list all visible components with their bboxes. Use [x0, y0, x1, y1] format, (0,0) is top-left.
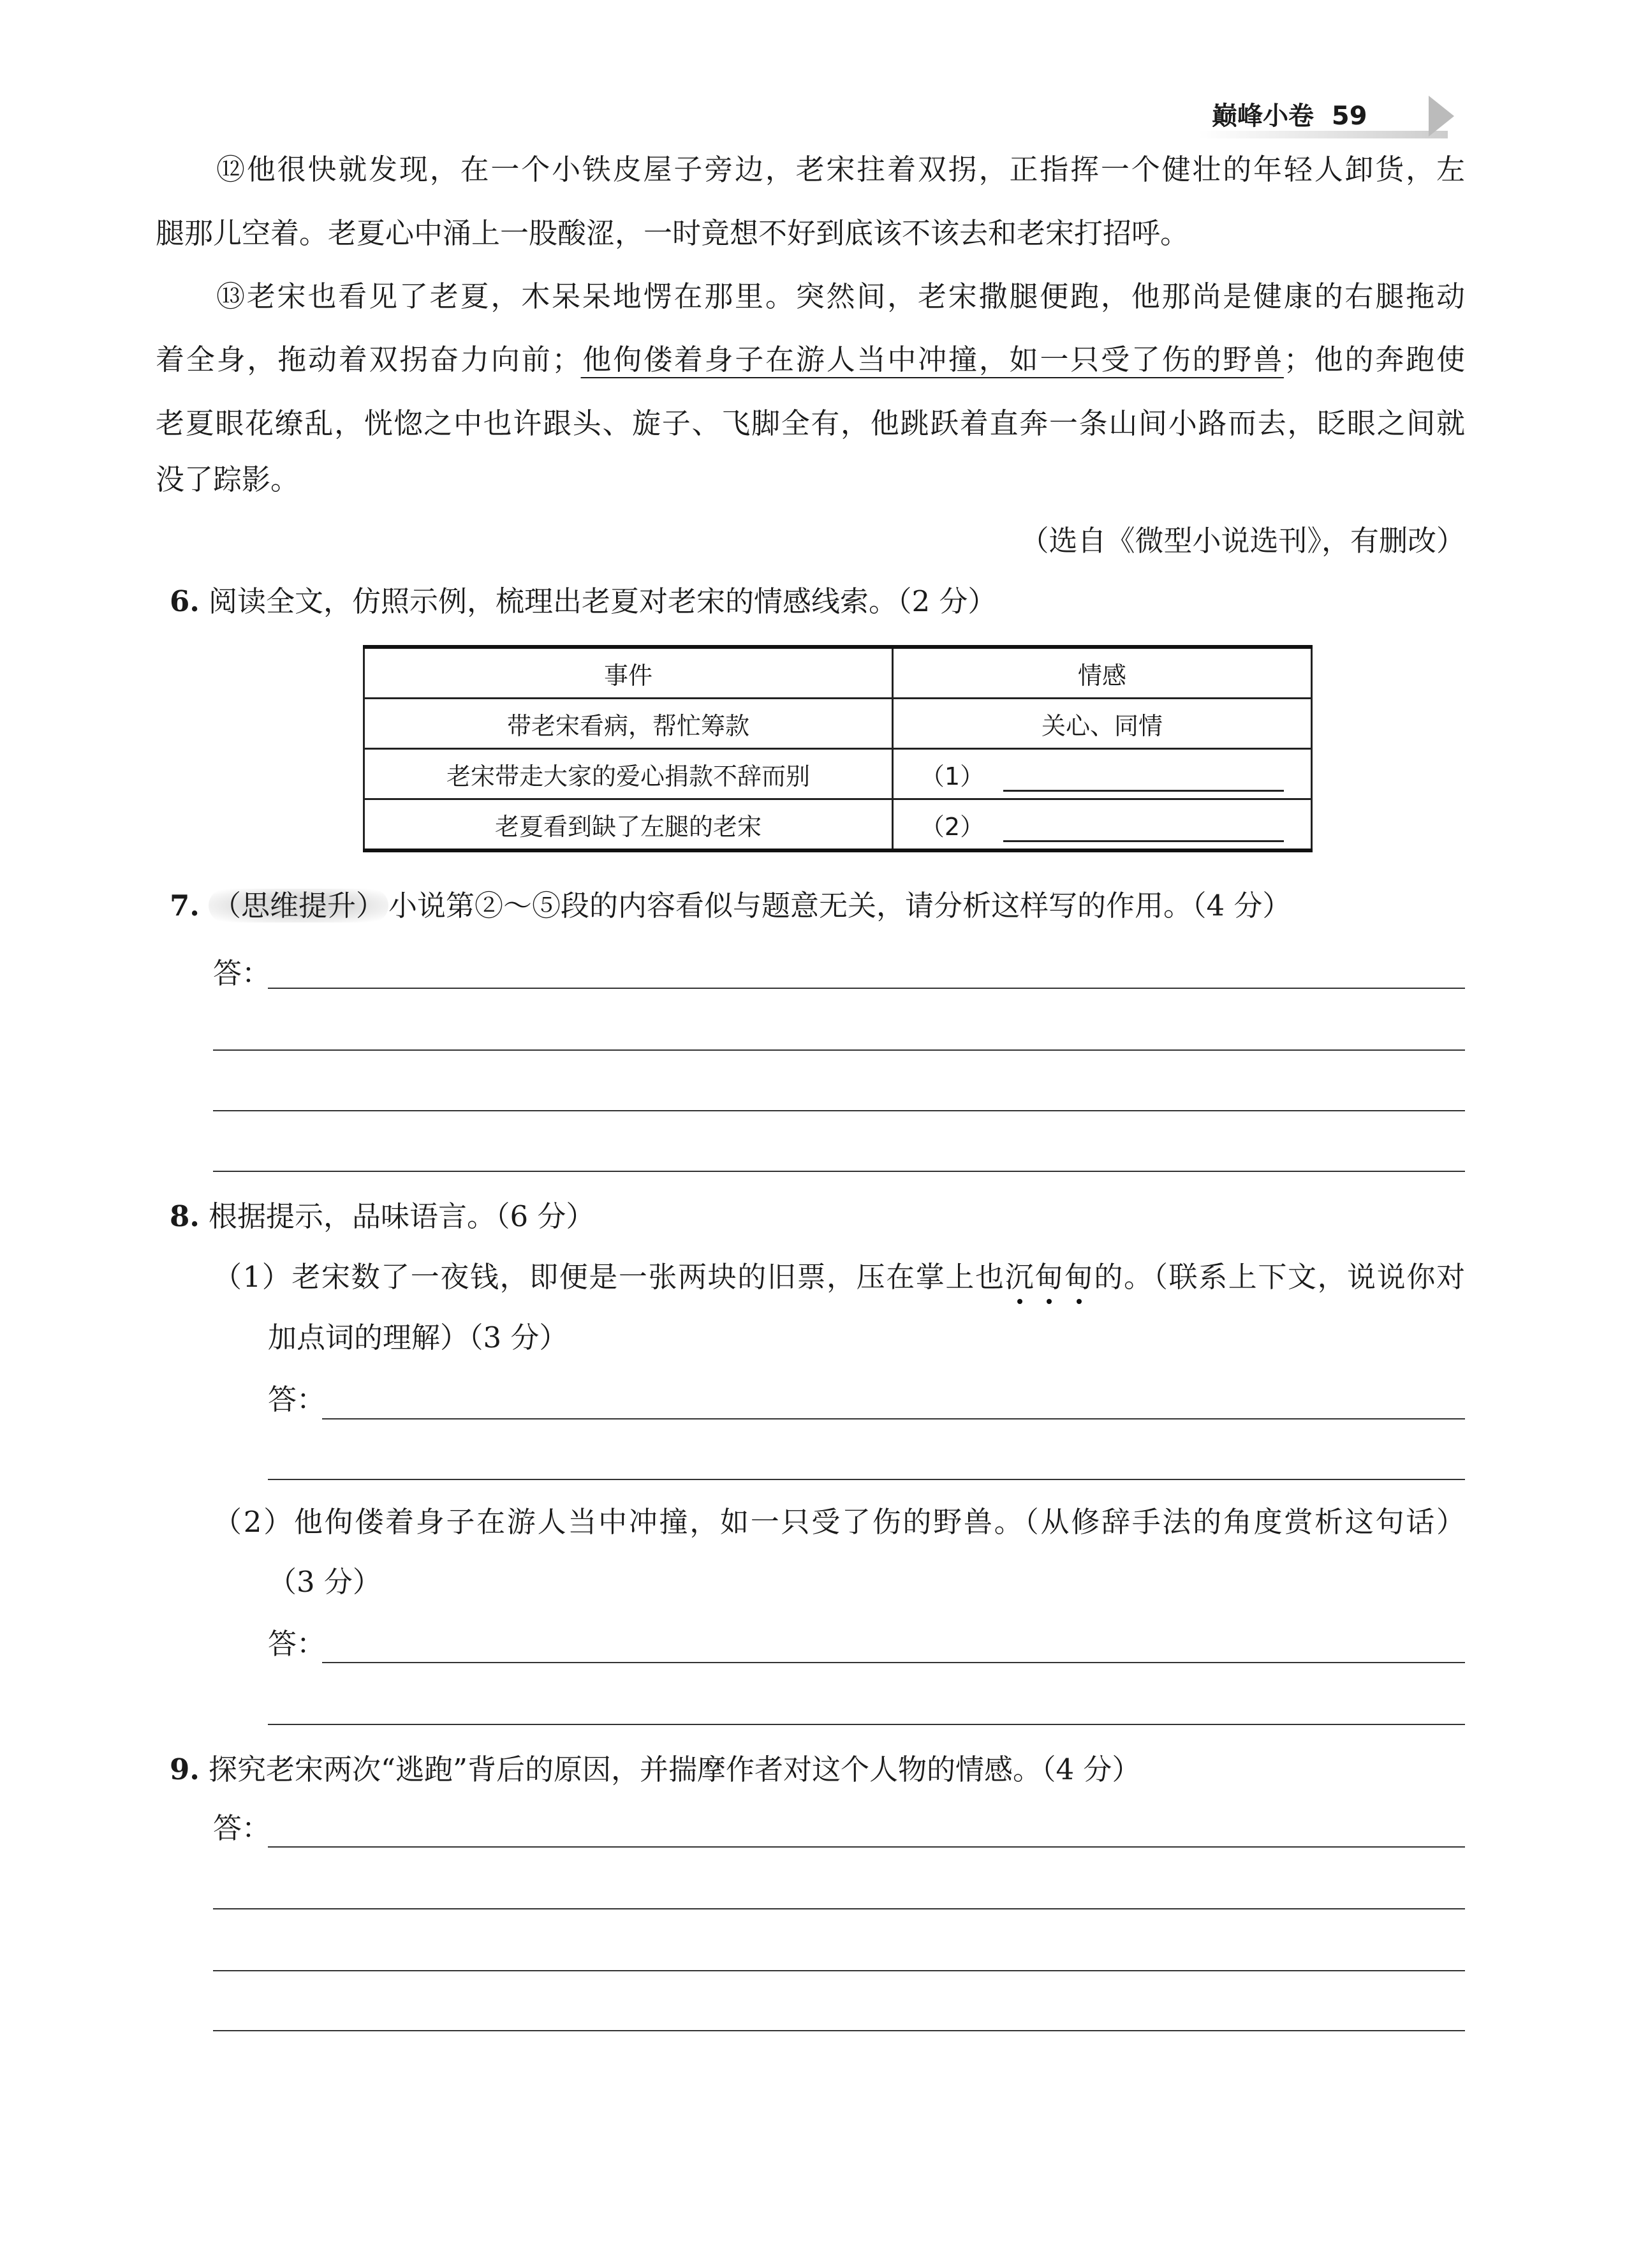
passage-line: 腿那儿空着。老夏心中涌上一股酸涩，一时竟想不好到底该不该去和老宋打招呼。	[156, 216, 1189, 250]
answer-blank[interactable]	[1003, 764, 1284, 792]
question-text: 根据提示，品味语言。（6 分）	[208, 1199, 595, 1233]
question-number: 9.	[170, 1753, 200, 1786]
question-text: 小说第②～⑤段的内容看似与题意无关，请分析这样写的作用。（4 分）	[388, 889, 1292, 923]
question-number: 8.	[170, 1199, 200, 1233]
passage-line	[156, 341, 1465, 379]
text-span: （1）老宋数了一夜钱，即便是一张两块的旧票，压在掌上也	[213, 1260, 1005, 1294]
answer-line[interactable]	[268, 988, 1465, 989]
page-number: 59	[1331, 101, 1367, 131]
question-9	[170, 1751, 1140, 1789]
table-cell: 老宋带走大家的爱心捐款不辞而别	[364, 749, 893, 799]
text-span: 的。（联系上下文，说说你对	[1094, 1260, 1465, 1294]
answer-line[interactable]	[322, 1662, 1465, 1663]
header-triangle-icon	[1429, 96, 1454, 137]
question-text: 阅读全文，仿照示例，梳理出老夏对老宋的情感线索。（2 分）	[208, 584, 997, 618]
series-title: 巅峰小卷	[1212, 101, 1314, 131]
table-cell: 老夏看到缺了左腿的老宋	[364, 799, 893, 851]
blank-label: （1）	[920, 762, 985, 790]
header-bar	[1199, 131, 1448, 138]
table-cell: 带老宋看病，帮忙筹款	[364, 699, 893, 749]
answer-line[interactable]	[268, 1479, 1465, 1480]
passage-line: ⑬老宋也看见了老夏，木呆呆地愣在那里。突然间，老宋撒腿便跑，他那尚是健康的右腿拖动	[216, 279, 1465, 313]
question-7	[170, 887, 1291, 925]
passage-line: 老夏眼花缭乱，恍惚之中也许跟头、旋子、飞脚全有，他跳跃着直奔一条山间小路而去，眨眼之间就	[156, 406, 1465, 440]
emphasized-char: 甸	[1034, 1260, 1064, 1294]
text-span: 着全身，拖动着双拐奋力向前；	[156, 343, 581, 376]
answer-line[interactable]	[213, 1171, 1465, 1172]
table-header: 情感	[893, 647, 1312, 699]
subquestion-2-cont: （3 分）	[268, 1565, 381, 1599]
text-span: ；他的奔跑使	[1283, 343, 1465, 376]
answer-cell[interactable]	[893, 749, 1312, 799]
table-header: 事件	[364, 647, 893, 699]
answer-label: 答：	[213, 1811, 271, 1845]
question-number: 7.	[170, 889, 200, 923]
subquestion-1-cont: 加点词的理解）（3 分）	[268, 1321, 568, 1354]
answer-cell[interactable]	[893, 799, 1312, 851]
blank-label: （2）	[920, 812, 985, 841]
thinking-tag: （思维提升）	[209, 889, 388, 923]
source-citation: （选自《微型小说选刊》，有删改）	[1020, 524, 1465, 558]
question-text: 探究老宋两次“逃跑”背后的原因，并揣摩作者对这个人物的情感。（4 分）	[208, 1753, 1141, 1786]
answer-label: 答：	[268, 1382, 326, 1416]
answer-label: 答：	[268, 1627, 326, 1661]
passage-line: 没了踪影。	[156, 463, 300, 496]
answer-line[interactable]	[213, 1110, 1465, 1111]
answer-line[interactable]	[213, 2030, 1465, 2031]
answer-label: 答：	[213, 956, 271, 990]
emotion-table	[363, 645, 1313, 852]
subquestion-2: （2）他佝偻着身子在游人当中冲撞，如一只受了伤的野兽。（从修辞手法的角度赏析这句话）	[213, 1505, 1465, 1539]
answer-line[interactable]	[213, 1908, 1465, 1909]
passage-line: ⑫他很快就发现，在一个小铁皮屋子旁边，老宋拄着双拐，正指挥一个健壮的年轻人卸货，左	[216, 152, 1465, 186]
answer-blank[interactable]	[1003, 815, 1284, 842]
emphasized-char: 甸	[1064, 1260, 1094, 1294]
answer-line[interactable]	[268, 1846, 1465, 1848]
page-header	[1212, 96, 1367, 132]
subquestion-1	[213, 1258, 1465, 1296]
table-cell: 关心、同情	[893, 699, 1312, 749]
question-6	[170, 582, 996, 621]
answer-line[interactable]	[322, 1418, 1465, 1419]
answer-line[interactable]	[213, 1049, 1465, 1051]
answer-line[interactable]	[268, 1724, 1465, 1725]
underlined-sentence: 他佝偻着身子在游人当中冲撞，如一只受了伤的野兽	[580, 343, 1284, 376]
answer-line[interactable]	[213, 1970, 1465, 1971]
question-number: 6.	[170, 584, 200, 618]
question-8	[170, 1197, 594, 1236]
emphasized-char: 沉	[1005, 1260, 1035, 1294]
